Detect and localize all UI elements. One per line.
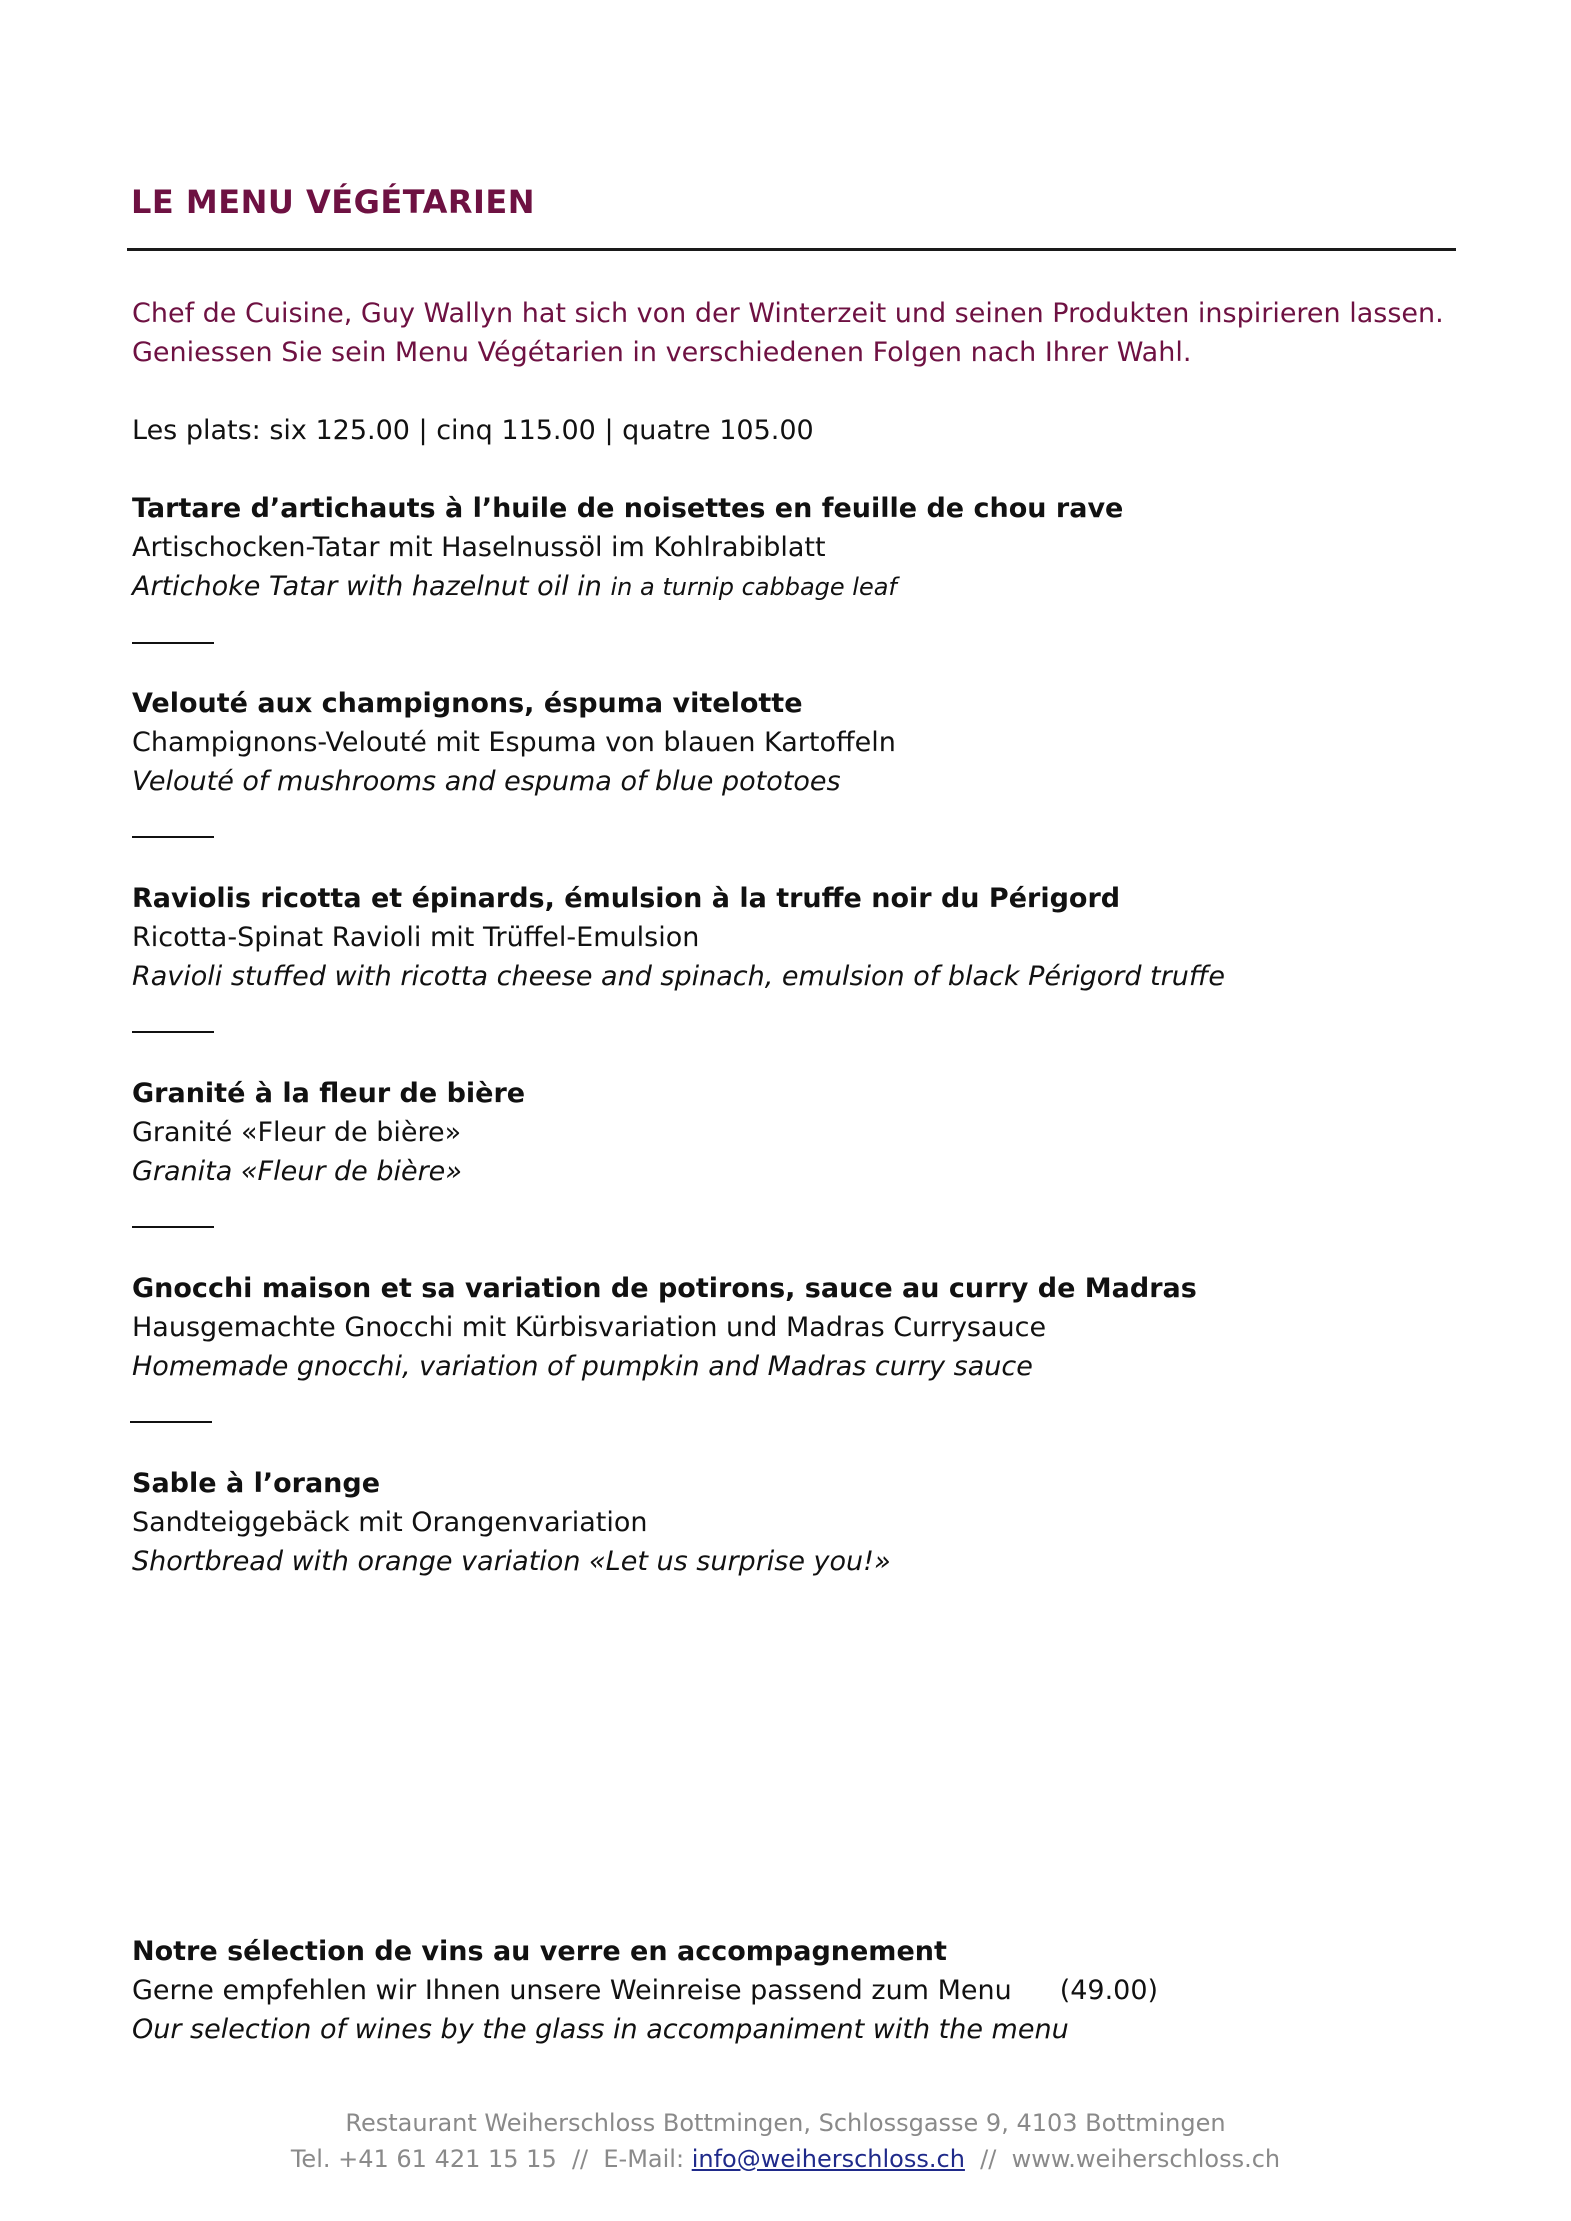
page-footer	[0, 2105, 1571, 2177]
intro-line-2: Geniessen Sie sein Menu Végétarien in verschiedenen Folgen nach Ihrer Wahl.	[132, 337, 1192, 368]
course-item	[132, 1269, 1482, 1423]
course-title-en-main: Artichoke Tatar with hazelnut oil in	[132, 571, 611, 602]
wine-description-en: Our selection of wines by the glass in accompaniment with the menu	[132, 2014, 1069, 2045]
course-title-fr: Gnocchi maison et sa variation de potirons, sauce au curry de Madras	[132, 1273, 1197, 1304]
course-title-de: Granité «Fleur de bière»	[132, 1117, 462, 1148]
wine-text-de: Gerne empfehlen wir Ihnen unsere Weinreise passend zum Menu	[132, 1975, 1012, 2006]
course-item	[132, 489, 1482, 644]
course-title-en: Homemade gnocchi, variation of pumpkin and Madras curry sauce	[132, 1351, 1033, 1382]
course-title-fr: Sable à l’orange	[132, 1468, 381, 1499]
course-title-en	[132, 567, 1482, 607]
course-title-fr: Raviolis ricotta et épinards, émulsion à la truffe noir du Périgord	[132, 883, 1121, 914]
intro-text	[132, 294, 1532, 372]
wine-section	[132, 1932, 1482, 2049]
course-separator	[132, 836, 214, 838]
footer-address: Restaurant Weiherschloss Bottmingen, Schlossgasse 9, 4103 Bottmingen	[345, 2109, 1226, 2137]
course-title-de: Champignons-Velouté mit Espuma von blauen Kartoffeln	[132, 727, 896, 758]
course-title-fr: Velouté aux champignons, éspuma vitelotte	[132, 688, 803, 719]
course-prices: Les plats: six 125.00 | cinq 115.00 | quatre 105.00	[132, 415, 814, 446]
page-title: LE MENU VÉGÉTARIEN	[131, 183, 536, 221]
course-item	[132, 1464, 1482, 1581]
course-separator	[130, 1421, 212, 1423]
course-item	[132, 1074, 1482, 1228]
course-title-en-small: in a turnip cabbage leaf	[610, 573, 897, 601]
course-title-de: Ricotta-Spinat Ravioli mit Trüffel-Emulsion	[132, 922, 700, 953]
title-divider	[127, 248, 1456, 251]
footer-web-separator: //	[964, 2145, 1012, 2173]
website-link[interactable]: www.weiherschloss.ch	[1011, 2145, 1281, 2173]
course-title-en: Velouté of mushrooms and espuma of blue pototoes	[132, 766, 841, 797]
intro-line-1: Chef de Cuisine, Guy Wallyn hat sich von der Winterzeit und seinen Produkten inspirieren lassen.	[132, 298, 1444, 329]
course-title-en: Shortbread with orange variation «Let us surprise you!»	[132, 1546, 891, 1577]
course-title-de: Artischocken-Tatar mit Haselnussöl im Kohlrabiblatt	[132, 532, 826, 563]
wine-price: (49.00)	[1059, 1975, 1159, 2006]
course-item	[132, 879, 1482, 1033]
course-separator	[132, 1226, 214, 1228]
course-title-fr: Tartare d’artichauts à l’huile de noisettes en feuille de chou rave	[132, 493, 1124, 524]
footer-contact	[0, 2141, 1571, 2177]
course-separator	[132, 1031, 214, 1033]
wine-description-de	[132, 1971, 1482, 2010]
email-link[interactable]: info@weiherschloss.ch	[691, 2145, 965, 2173]
course-title-en: Granita «Fleur de bière»	[132, 1156, 462, 1187]
course-separator	[132, 642, 214, 644]
course-title-fr: Granité à la fleur de bière	[132, 1078, 526, 1109]
course-item	[132, 684, 1482, 838]
footer-tel: Tel. +41 61 421 15 15 // E-Mail:	[290, 2145, 692, 2173]
wine-heading: Notre sélection de vins au verre en accompagnement	[132, 1936, 947, 1967]
course-title-en: Ravioli stuffed with ricotta cheese and spinach, emulsion of black Périgord truffe	[132, 961, 1225, 992]
course-title-de: Hausgemachte Gnocchi mit Kürbisvariation und Madras Currysauce	[132, 1312, 1047, 1343]
course-title-de: Sandteiggebäck mit Orangenvariation	[132, 1507, 648, 1538]
